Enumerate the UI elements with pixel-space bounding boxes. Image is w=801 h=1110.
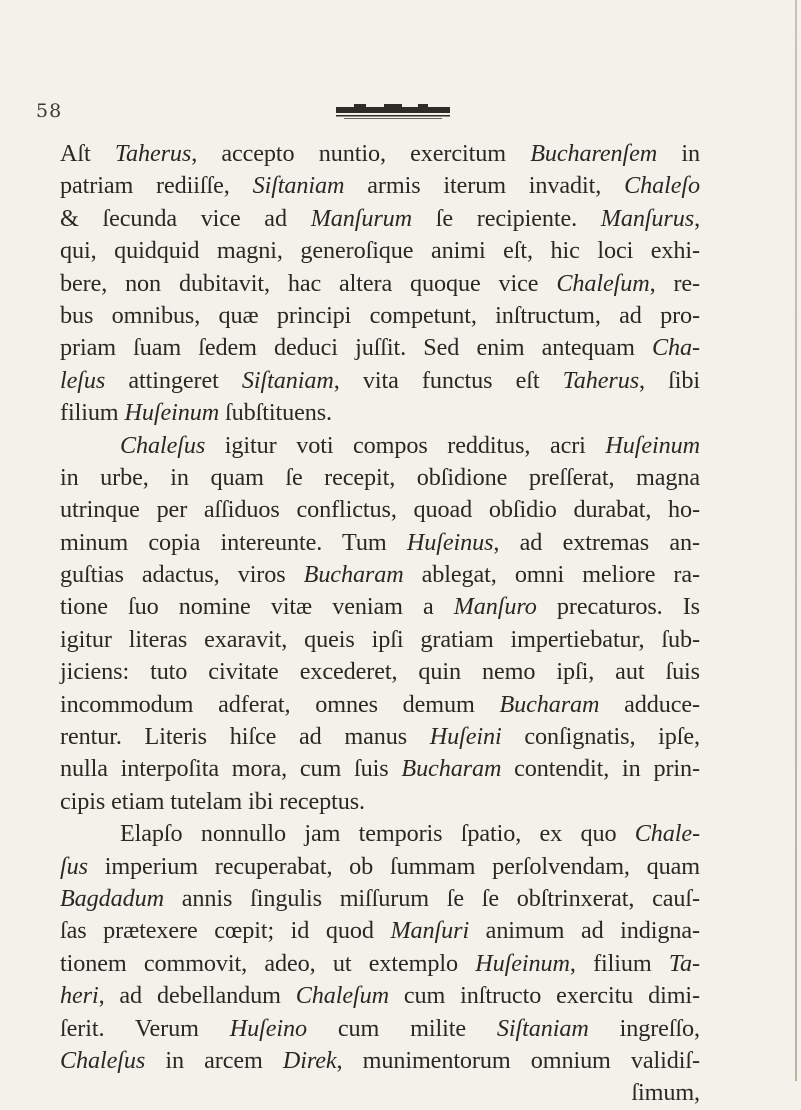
italic-name: ſus xyxy=(60,852,88,880)
text-line xyxy=(60,138,700,170)
italic-name: Taherus xyxy=(114,140,192,167)
text-run: in urbe, in quam ſe recepit, obſidione preſſerat, magna xyxy=(60,463,700,491)
text-run: attingeret xyxy=(105,366,242,394)
text-run: precaturos. Is xyxy=(536,593,700,621)
italic-name: Ta- xyxy=(668,949,700,977)
italic-name: Siſtaniam xyxy=(241,366,334,394)
text-run: cipis etiam tutelam ibi receptus. xyxy=(60,787,365,815)
text-run: , ſibi xyxy=(639,366,700,394)
text-line xyxy=(60,203,700,235)
text-line xyxy=(60,527,700,559)
text-run: contendit, in prin- xyxy=(501,755,700,783)
text-run: ingreſſo, xyxy=(588,1014,701,1042)
text-line xyxy=(60,1077,700,1109)
text-line xyxy=(60,656,700,688)
italic-name: leſus xyxy=(60,366,106,394)
text-line xyxy=(60,624,700,656)
text-line xyxy=(60,365,700,397)
text-line xyxy=(60,559,700,591)
italic-name: Siſtaniam xyxy=(252,172,345,200)
text-run: armis iterum invadit, xyxy=(344,172,625,200)
text-line xyxy=(60,818,700,850)
text-run: , re- xyxy=(649,269,700,297)
italic-name: Chaleſum xyxy=(556,269,650,297)
italic-name: Bucharam xyxy=(499,690,600,718)
text-run: ſerit. Verum xyxy=(60,1014,230,1042)
text-run: qui, quidquid magni, generoſique animi eſt, hic loci exhi- xyxy=(60,237,700,265)
text-run: ablegat, omni meliore ra- xyxy=(403,561,700,589)
italic-name: Bucharam xyxy=(303,561,404,589)
text-run: rentur. Literis hiſce ad manus xyxy=(60,723,430,751)
text-line xyxy=(60,591,700,623)
italic-name: Chaleſo xyxy=(624,172,700,200)
body-text xyxy=(60,138,700,1110)
italic-name: Manſuri xyxy=(390,917,470,945)
text-run: , munimentorum omnium validiſ- xyxy=(336,1046,700,1074)
text-line xyxy=(60,397,700,429)
text-run: igitur literas exaravit, queis ipſi gratiam impertiebatur, ſub- xyxy=(60,625,700,653)
text-line xyxy=(60,170,700,202)
text-run: ſimum, xyxy=(631,1079,700,1107)
text-run: priam ſuam ſedem deduci juſſit. Sed enim antequam xyxy=(60,334,653,362)
italic-name: Cha- xyxy=(652,334,700,362)
italic-name: Bucharenſem xyxy=(530,140,658,167)
text-run: ſas prætexere cœpit; id quod xyxy=(60,917,391,945)
headpiece-ornament xyxy=(334,104,452,120)
italic-name: Chaleſum xyxy=(295,982,389,1010)
text-run: in xyxy=(657,140,700,167)
italic-name: Huſeinus xyxy=(406,528,494,556)
text-run: guſtias adactus, viros xyxy=(60,561,304,589)
text-line xyxy=(60,332,700,364)
text-run: , vita functus eſt xyxy=(333,366,563,394)
text-run: ſe recipiente. xyxy=(412,204,601,232)
text-run: conſignatis, ipſe, xyxy=(501,723,700,751)
text-run: jiciens: tuto civitate excederet, quin nemo ipſi, aut ſuis xyxy=(60,658,700,686)
text-run: Aſt xyxy=(60,140,115,167)
text-run: Elapſo nonnullo jam temporis ſpatio, ex quo xyxy=(120,820,635,848)
text-line xyxy=(60,1013,700,1045)
italic-name: Huſeinum xyxy=(475,949,570,977)
italic-name: Huſeinum xyxy=(124,399,220,427)
text-run: tione ſuo nomine vitæ veniam a xyxy=(60,593,454,621)
text-run: annis ſingulis miſſurum ſe ſe obſtrinxerat, cauſ- xyxy=(164,884,700,912)
text-line xyxy=(60,851,700,883)
text-line xyxy=(60,494,700,526)
text-line xyxy=(60,462,700,494)
text-run: nulla interpoſita mora, cum ſuis xyxy=(60,755,402,783)
italic-name: Huſeino xyxy=(229,1014,307,1042)
italic-name: Chale- xyxy=(634,820,700,848)
text-line xyxy=(60,1045,700,1077)
text-line xyxy=(60,268,700,300)
text-run: utrinque per aſſiduos conflictus, quoad obſidio durabat, ho- xyxy=(60,496,700,524)
text-run: incommodum adferat, omnes demum xyxy=(60,690,500,718)
text-run: igitur voti compos redditus, acri xyxy=(205,431,606,459)
text-run: patriam rediiſſe, xyxy=(60,172,253,200)
text-run: animum ad indigna- xyxy=(469,917,700,945)
text-run: , xyxy=(694,204,701,232)
text-line xyxy=(60,948,700,980)
italic-name: Direk xyxy=(282,1046,337,1074)
italic-name: Manſurum xyxy=(310,204,413,232)
text-line xyxy=(60,721,700,753)
text-run: , ad extremas an- xyxy=(493,528,700,556)
text-run: ſubſtituens. xyxy=(219,399,332,427)
text-line xyxy=(60,915,700,947)
italic-name: Taherus xyxy=(562,366,640,394)
italic-name: Huſeinum xyxy=(605,431,700,459)
text-run: in arcem xyxy=(145,1046,283,1074)
text-line xyxy=(60,689,700,721)
italic-name: Huſeini xyxy=(429,723,502,751)
text-run: & ſecunda vice ad xyxy=(60,204,311,232)
text-run: cum inſtructo exercitu dimi- xyxy=(388,982,700,1010)
page-edge xyxy=(795,0,797,1081)
text-line xyxy=(60,430,700,462)
page-number: 58 xyxy=(36,100,63,122)
text-run: minum copia intereunte. Tum xyxy=(60,528,407,556)
text-line xyxy=(60,786,700,818)
text-run: , accepto nuntio, exercitum xyxy=(191,140,531,167)
text-run: cum milite xyxy=(307,1014,497,1042)
italic-name: Bagdadum xyxy=(60,884,165,912)
text-line xyxy=(60,300,700,332)
italic-name: Bucharam xyxy=(401,755,502,783)
text-line xyxy=(60,235,700,267)
italic-name: Manſuro xyxy=(453,593,537,621)
text-run: tionem commovit, adeo, ut extemplo xyxy=(60,949,476,977)
text-run: filium xyxy=(60,399,125,427)
text-run: bere, non dubitavit, hac altera quoque vice xyxy=(60,269,557,297)
italic-name: heri xyxy=(60,982,99,1010)
text-line xyxy=(60,753,700,785)
text-run: adduce- xyxy=(599,690,700,718)
italic-name: Chaleſus xyxy=(120,431,206,459)
italic-name: Manſurus xyxy=(600,204,695,232)
italic-name: Chaleſus xyxy=(60,1046,146,1074)
text-run: imperium recuperabat, ob ſummam perſolvendam, quam xyxy=(87,852,700,880)
italic-name: Siſtaniam xyxy=(496,1014,589,1042)
text-run: bus omnibus, quæ principi competunt, inſtructum, ad pro- xyxy=(60,301,700,329)
text-line xyxy=(60,883,700,915)
text-run: , filium xyxy=(569,949,669,977)
text-line xyxy=(60,980,700,1012)
text-run: , ad debellandum xyxy=(98,982,296,1010)
